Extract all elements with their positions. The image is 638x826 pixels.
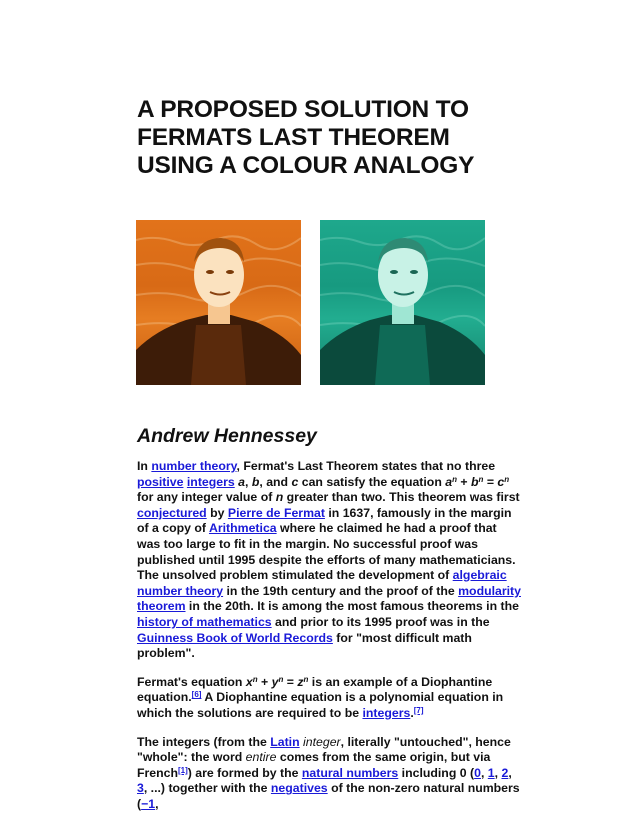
eq-b: b [471,474,479,489]
link-history-of-mathematics[interactable]: history of mathematics [137,614,272,629]
text: The integers (from the [137,734,271,749]
eq-c: c [497,474,505,489]
text: of the non-zero natural numbers ( [137,781,520,811]
text: , [480,765,488,780]
footnote-ref-6[interactable]: [6] [191,690,202,700]
author-photo-orange [136,220,301,385]
text: for "most difficult math problem". [137,630,472,661]
text: where he claimed he had a proof that was too large to fit in the margin. No successful proof was published until 1995 despite the efforts of many mathematicians. The unsolved problem stimulated the development of [137,521,516,583]
link-positive[interactable]: positive [137,474,184,489]
footnote-ref-7[interactable]: [7] [413,705,424,715]
eq-x: x [245,674,253,689]
text: can satisfy the equation [298,474,446,489]
exp-n: n [278,674,284,684]
text: , [494,765,502,780]
text: A Diophantine equation is a polynomial equation in which the solutions are required to be [137,690,504,720]
var-c: c [291,474,299,489]
eq-equals: = [483,474,498,489]
link-guinness-book[interactable]: Guinness Book of World Records [137,630,333,645]
exp-n: n [303,674,309,684]
link-one[interactable]: 1 [487,765,495,780]
eq-plus: + [257,674,272,689]
var-n: n [275,490,284,505]
italic-entire: entire [245,750,277,765]
author-name: Andrew Hennessey [137,425,317,447]
text: In [137,459,152,473]
document-body [137,459,522,825]
var-a: a [238,474,245,489]
var-b: b [251,474,260,489]
text: , and [259,474,292,489]
link-latin[interactable]: Latin [270,734,300,749]
link-natural-numbers[interactable]: natural numbers [301,765,399,780]
text: , ...) together with the [143,781,271,796]
equation-fermat [445,475,509,489]
link-integers[interactable]: integers [362,705,411,720]
link-negatives[interactable]: negatives [270,781,328,796]
text: , [245,474,252,489]
eq-z: z [297,674,304,689]
eq-a: a [445,474,453,489]
link-integers[interactable]: integers [186,474,235,489]
link-three[interactable]: 3 [137,781,144,796]
link-number-theory[interactable]: number theory [151,459,237,473]
link-pierre-de-fermat[interactable]: Pierre de Fermat [227,505,325,520]
text: ) are formed by the [187,765,302,780]
text: and prior to its 1995 proof was in the [271,614,490,629]
eq-y: y [271,674,279,689]
link-two[interactable]: 2 [501,765,509,780]
footnote-ref-1[interactable]: [1] [178,765,188,775]
text: , Fermat's Last Theorem states that no three [236,459,496,473]
exp-n: n [452,474,457,484]
exp-n: n [478,474,484,484]
link-minus-one[interactable]: −1 [141,796,156,811]
text: , literally "untouched", hence "whole": the word [137,734,511,765]
portrait-image [320,220,485,385]
text: comes from the same origin, but via French [137,750,491,780]
author-photo-teal [320,220,485,385]
text: in 1637, famously in the margin of a copy of [137,505,512,536]
text: , [155,796,159,811]
link-zero[interactable]: 0 [474,765,481,780]
title-line-3: USING A COLOUR ANALOGY [137,152,475,179]
text: is an example of a Diophantine equation. [137,674,493,705]
title-line-2: FERMATS LAST THEOREM [137,124,450,151]
eq-equals: = [283,674,298,689]
text: including 0 ( [398,765,475,780]
exp-n: n [504,474,510,484]
link-modularity-theorem[interactable]: modularity theorem [137,583,521,614]
paragraph-integers [137,735,522,813]
text: greater than two. This theorem was first [283,490,520,505]
italic-integer: integer [303,734,341,749]
text: in the 19th century and the proof of the [223,583,459,598]
text: for any integer value of [137,490,276,505]
paragraph-diophantine [137,675,522,722]
eq-plus: + [456,474,471,489]
text: . [410,705,414,720]
title-line-1: A PROPOSED SOLUTION TO [137,96,469,123]
text: in the 20th. It is among the most famous theorems in the [185,599,519,614]
paragraph-fermat-intro [137,459,522,662]
equation-xyz [246,675,309,689]
document-title [137,96,517,180]
portrait-image [136,220,301,385]
link-arithmetica[interactable]: Arithmetica [208,521,277,536]
link-conjectured[interactable]: conjectured [137,505,207,520]
text: by [206,505,228,520]
text: , [508,765,512,780]
link-algebraic-number-theory[interactable]: algebraic number theory [137,568,507,598]
text: Fermat's equation [137,674,246,689]
exp-n: n [252,674,258,684]
